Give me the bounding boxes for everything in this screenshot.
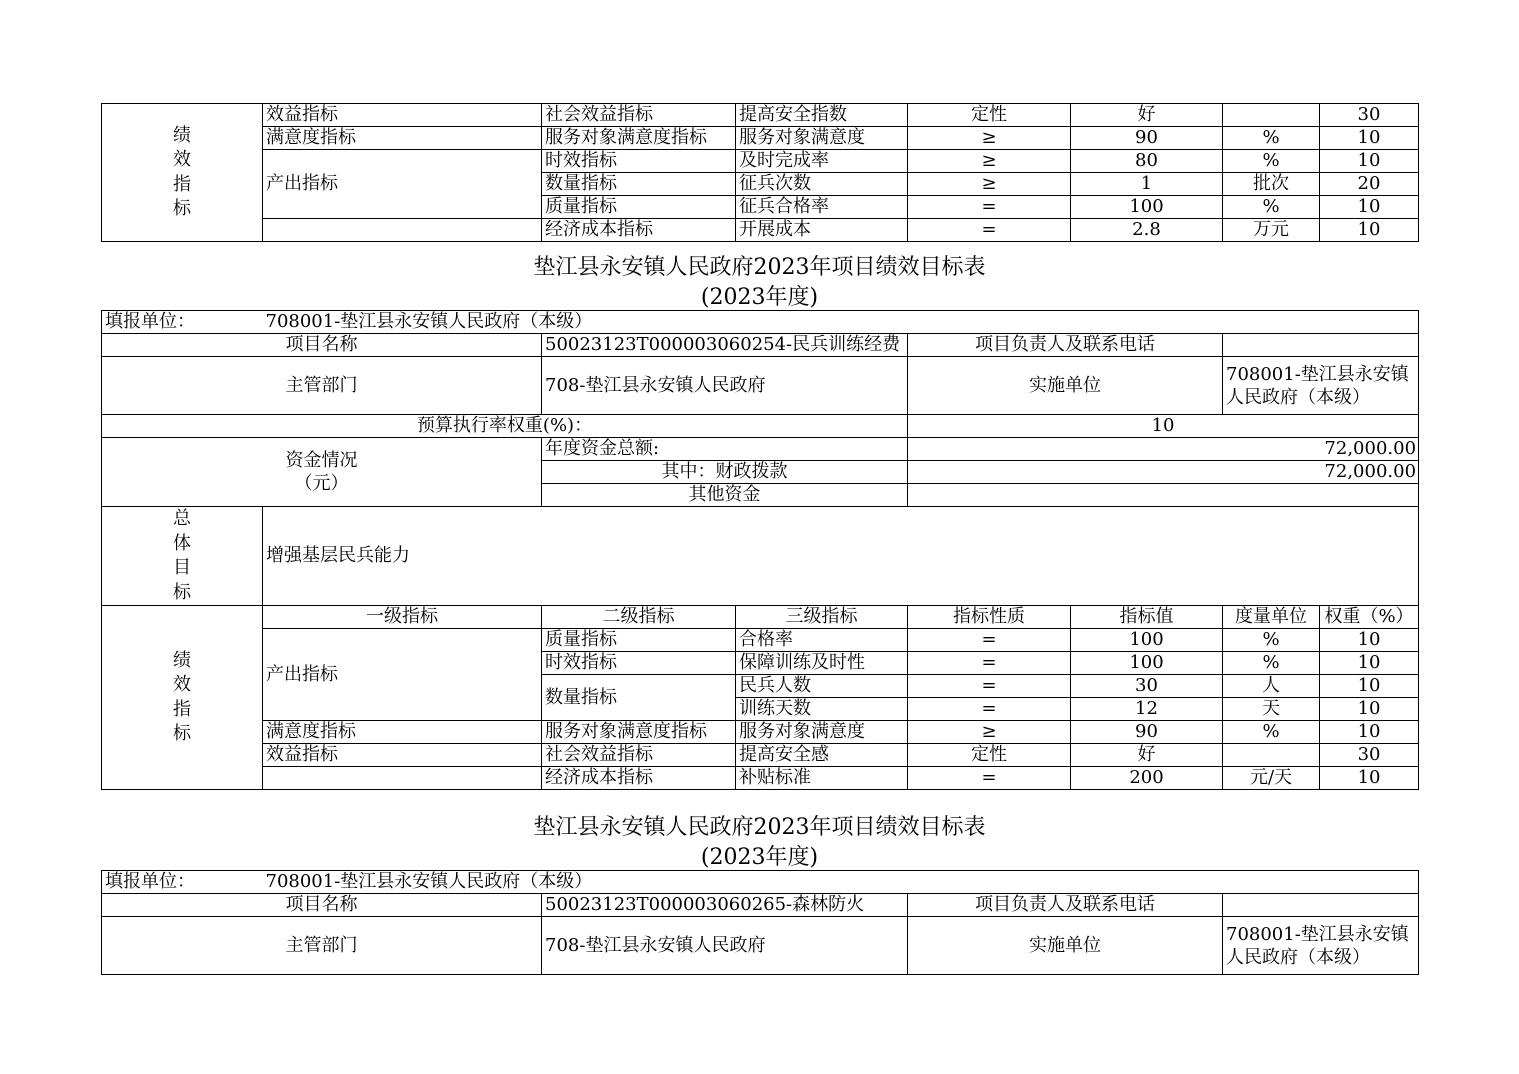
value-cell: 80 xyxy=(1071,150,1223,173)
nature-cell: ≥ xyxy=(908,127,1071,150)
fill-unit-label: 填报单位： xyxy=(102,311,263,334)
level3-cell: 服务对象满意度 xyxy=(736,127,908,150)
level3-cell: 开展成本 xyxy=(736,219,908,242)
weight-cell: 10 xyxy=(1320,127,1419,150)
level1-cell: 产出指标 xyxy=(263,629,542,721)
perf-axis-label: 绩 效 指 标 xyxy=(102,606,263,790)
contact-value xyxy=(1223,894,1419,917)
weight-cell: 10 xyxy=(1320,629,1419,652)
fund-fiscal-value: 72,000.00 xyxy=(908,461,1419,484)
value-cell: 100 xyxy=(1071,629,1223,652)
level3-cell: 提高安全感 xyxy=(736,744,908,767)
weight-cell: 10 xyxy=(1320,219,1419,242)
level3-cell: 征兵次数 xyxy=(736,173,908,196)
unit-cell xyxy=(1223,744,1320,767)
nature-cell: = xyxy=(908,196,1071,219)
unit-cell: 元/天 xyxy=(1223,767,1320,790)
nature-cell: 定性 xyxy=(908,744,1071,767)
value-cell: 100 xyxy=(1071,652,1223,675)
project-name-label: 项目名称 xyxy=(102,894,542,917)
unit-cell: % xyxy=(1223,196,1320,219)
section1-table xyxy=(101,310,1419,790)
budget-weight-value: 10 xyxy=(908,415,1419,438)
section1-subtitle: (2023年度) xyxy=(700,285,819,310)
unit-cell: 批次 xyxy=(1223,173,1320,196)
weight-cell: 20 xyxy=(1320,173,1419,196)
nature-cell: = xyxy=(908,767,1071,790)
header-unit: 度量单位 xyxy=(1223,606,1320,629)
level3-cell: 提高安全指数 xyxy=(736,104,908,127)
dept-value: 708-垫江县永安镇人民政府 xyxy=(542,917,908,975)
project-name-value: 50023123T000003060254-民兵训练经费 xyxy=(542,334,908,357)
value-cell: 90 xyxy=(1071,721,1223,744)
unit-cell xyxy=(1223,104,1320,127)
fill-unit-label: 填报单位： xyxy=(102,871,263,894)
value-cell: 30 xyxy=(1071,675,1223,698)
level3-cell: 保障训练及时性 xyxy=(736,652,908,675)
value-cell: 2.8 xyxy=(1071,219,1223,242)
nature-cell: = xyxy=(908,219,1071,242)
weight-cell: 10 xyxy=(1320,652,1419,675)
weight-cell: 10 xyxy=(1320,767,1419,790)
level1-cell: 效益指标 xyxy=(263,744,542,767)
top-indicator-table xyxy=(101,103,1419,242)
level1-cell: 效益指标 xyxy=(263,104,542,127)
value-cell: 好 xyxy=(1071,744,1223,767)
section2-table xyxy=(101,870,1419,975)
fund-unit-text: （元） xyxy=(294,473,349,494)
unit-cell: % xyxy=(1223,652,1320,675)
level2-cell: 经济成本指标 xyxy=(542,767,736,790)
nature-cell: ≥ xyxy=(908,721,1071,744)
nature-cell: = xyxy=(908,629,1071,652)
level2-cell: 经济成本指标 xyxy=(542,219,736,242)
nature-cell: = xyxy=(908,652,1071,675)
level3-cell: 补贴标准 xyxy=(736,767,908,790)
fill-unit-value: 708001-垫江县永安镇人民政府（本级） xyxy=(263,871,1419,894)
weight-cell: 30 xyxy=(1320,744,1419,767)
contact-label: 项目负责人及联系电话 xyxy=(908,894,1223,917)
section2-subtitle: (2023年度) xyxy=(700,845,819,870)
fund-fiscal-label: 其中：财政拨款 xyxy=(542,461,908,484)
project-name-value: 50023123T000003060265-森林防火 xyxy=(542,894,908,917)
nature-cell: ≥ xyxy=(908,173,1071,196)
overall-goal-text: 增强基层民兵能力 xyxy=(263,507,1419,606)
level3-cell: 合格率 xyxy=(736,629,908,652)
nature-cell: = xyxy=(908,675,1071,698)
impl-label: 实施单位 xyxy=(908,917,1223,975)
level2-cell: 质量指标 xyxy=(542,629,736,652)
value-cell: 12 xyxy=(1071,698,1223,721)
weight-cell: 10 xyxy=(1320,698,1419,721)
value-cell: 200 xyxy=(1071,767,1223,790)
weight-cell: 10 xyxy=(1320,196,1419,219)
level2-cell: 时效指标 xyxy=(542,150,736,173)
level3-cell: 及时完成率 xyxy=(736,150,908,173)
level2-cell: 质量指标 xyxy=(542,196,736,219)
unit-cell: 天 xyxy=(1223,698,1320,721)
header-value: 指标值 xyxy=(1071,606,1223,629)
fund-total-value: 72,000.00 xyxy=(908,438,1419,461)
level1-cell: 产出指标 xyxy=(263,150,542,219)
header-nature: 指标性质 xyxy=(908,606,1071,629)
unit-cell: % xyxy=(1223,629,1320,652)
unit-cell: % xyxy=(1223,127,1320,150)
budget-weight-label: 预算执行率权重(%)： xyxy=(102,415,908,438)
fund-other-value xyxy=(908,484,1419,507)
contact-value xyxy=(1223,334,1419,357)
header-level2: 二级指标 xyxy=(542,606,736,629)
goal-axis-label: 总 体 目 标 xyxy=(102,507,263,606)
level3-cell: 服务对象满意度 xyxy=(736,721,908,744)
level3-cell: 训练天数 xyxy=(736,698,908,721)
dept-label: 主管部门 xyxy=(102,357,542,415)
value-cell: 好 xyxy=(1071,104,1223,127)
level1-cell: 满意度指标 xyxy=(263,127,542,150)
value-cell: 100 xyxy=(1071,196,1223,219)
level2-cell: 服务对象满意度指标 xyxy=(542,721,736,744)
fill-unit-value: 708001-垫江县永安镇人民政府（本级） xyxy=(263,311,1419,334)
impl-value: 708001-垫江县永安镇人民政府（本级） xyxy=(1223,917,1419,975)
weight-cell: 10 xyxy=(1320,150,1419,173)
unit-cell: 人 xyxy=(1223,675,1320,698)
fund-other-label: 其他资金 xyxy=(542,484,908,507)
fund-label xyxy=(102,438,542,507)
level1-cell xyxy=(263,767,542,790)
nature-cell: ≥ xyxy=(908,150,1071,173)
weight-cell: 10 xyxy=(1320,675,1419,698)
fund-label-text: 资金情况 xyxy=(285,450,358,471)
header-level3: 三级指标 xyxy=(736,606,908,629)
dept-label: 主管部门 xyxy=(102,917,542,975)
section2-title: 垫江县永安镇人民政府2023年项目绩效目标表 xyxy=(533,815,986,840)
header-weight: 权重（%） xyxy=(1320,606,1419,629)
nature-cell: 定性 xyxy=(908,104,1071,127)
level3-cell: 征兵合格率 xyxy=(736,196,908,219)
level2-cell: 服务对象满意度指标 xyxy=(542,127,736,150)
project-name-label: 项目名称 xyxy=(102,334,542,357)
level1-cell xyxy=(263,219,542,242)
dept-value: 708-垫江县永安镇人民政府 xyxy=(542,357,908,415)
level1-cell: 满意度指标 xyxy=(263,721,542,744)
level2-cell: 数量指标 xyxy=(542,173,736,196)
impl-value: 708001-垫江县永安镇人民政府（本级） xyxy=(1223,357,1419,415)
level2-cell: 社会效益指标 xyxy=(542,104,736,127)
section1-title: 垫江县永安镇人民政府2023年项目绩效目标表 xyxy=(533,255,986,280)
unit-cell: 万元 xyxy=(1223,219,1320,242)
value-cell: 90 xyxy=(1071,127,1223,150)
fund-total-label: 年度资金总额: xyxy=(542,438,908,461)
unit-cell: % xyxy=(1223,150,1320,173)
contact-label: 项目负责人及联系电话 xyxy=(908,334,1223,357)
nature-cell: = xyxy=(908,698,1071,721)
weight-cell: 30 xyxy=(1320,104,1419,127)
impl-label: 实施单位 xyxy=(908,357,1223,415)
weight-cell: 10 xyxy=(1320,721,1419,744)
level3-cell: 民兵人数 xyxy=(736,675,908,698)
level2-cell: 社会效益指标 xyxy=(542,744,736,767)
header-level1: 一级指标 xyxy=(263,606,542,629)
value-cell: 1 xyxy=(1071,173,1223,196)
unit-cell: % xyxy=(1223,721,1320,744)
top-axis-label: 绩 效 指 标 xyxy=(102,104,263,242)
level2-cell: 时效指标 xyxy=(542,652,736,675)
level2-cell: 数量指标 xyxy=(542,675,736,721)
